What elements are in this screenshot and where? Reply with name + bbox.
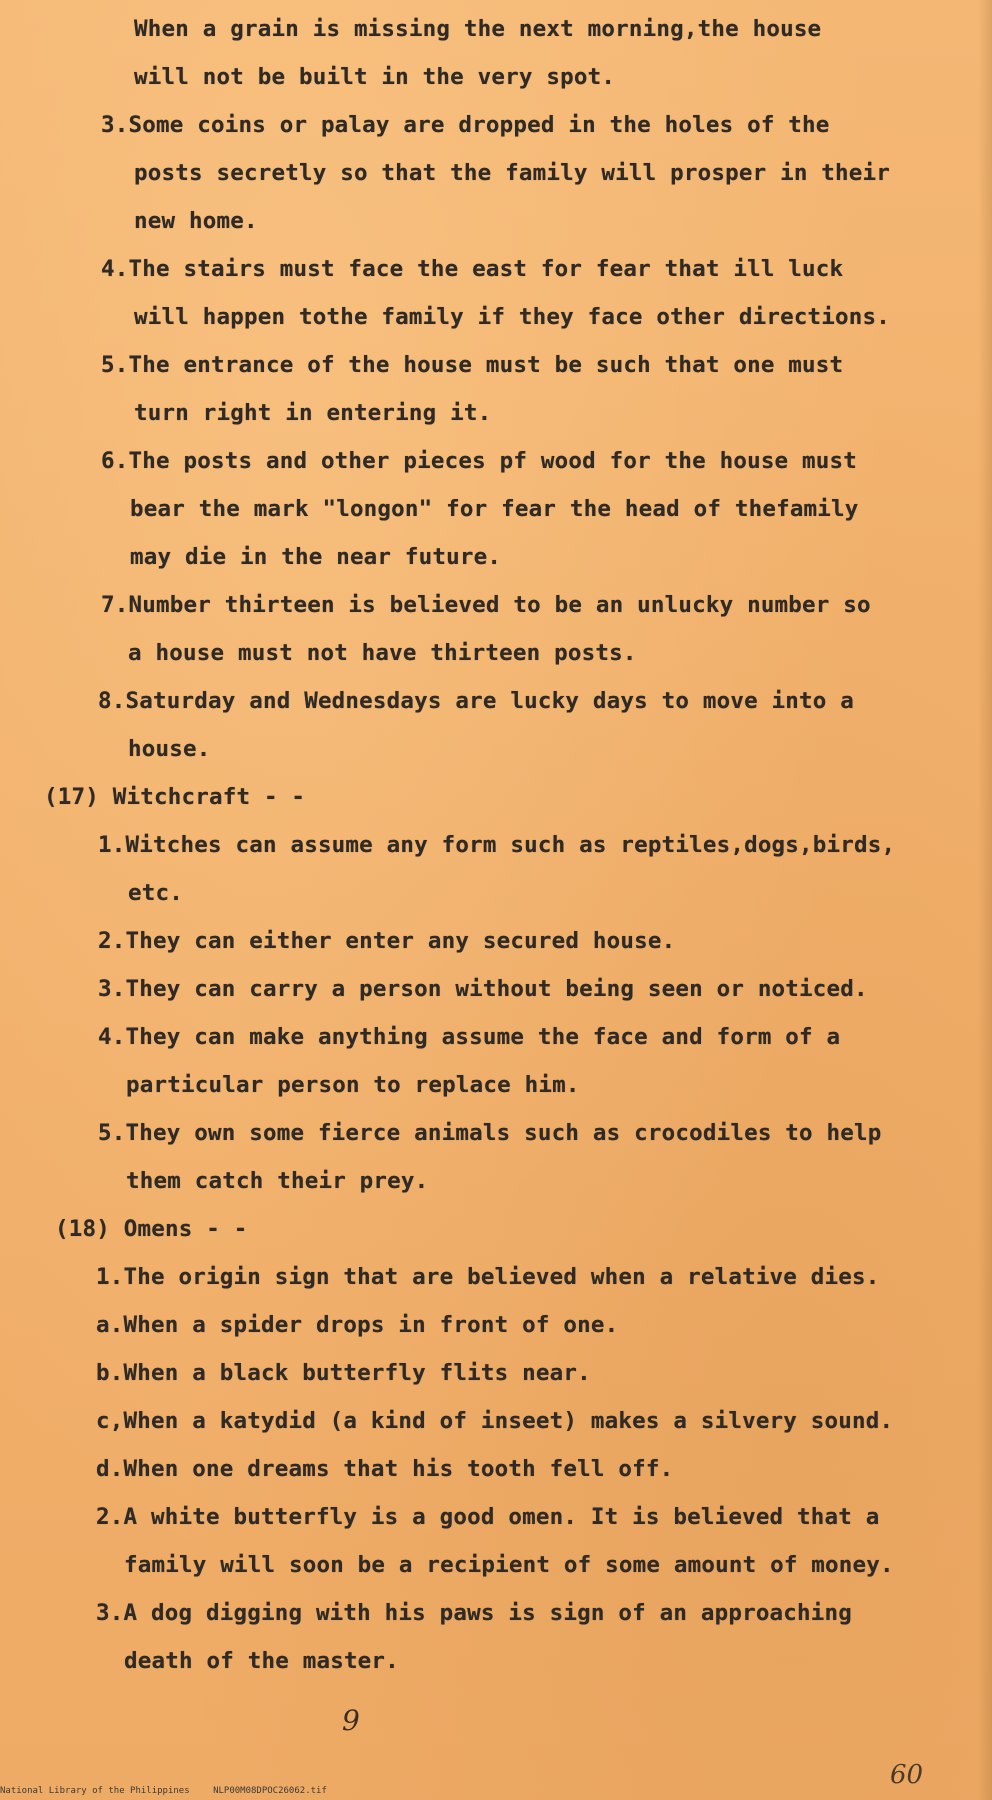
section-heading-witchcraft: (17) Witchcraft - - — [44, 784, 306, 810]
text-line: death of the master. — [124, 1648, 399, 1674]
text-line: house. — [128, 736, 211, 762]
footer-file: NLP00M08DPOC26062.tif — [213, 1786, 327, 1796]
text-line: 1.The origin sign that are believed when a relative dies. — [96, 1264, 880, 1290]
text-line: 4.The stairs must face the east for fear that ill luck — [101, 256, 844, 282]
text-line: 3.They can carry a person without being seen or noticed. — [98, 976, 868, 1002]
text-line: may die in the near future. — [130, 544, 502, 570]
text-line: etc. — [128, 880, 183, 906]
text-line: 2.They can either enter any secured house. — [98, 928, 676, 954]
text-line: 4.They can make anything assume the face and form of a — [98, 1024, 841, 1050]
handwritten-page-number: 60 — [890, 1760, 924, 1790]
page-number: 9 — [342, 1704, 360, 1737]
text-line: When a grain is missing the next morning,the house — [134, 16, 822, 42]
scan-footer — [0, 1786, 345, 1796]
text-line: d.When one dreams that his tooth fell off. — [96, 1456, 674, 1482]
text-line: bear the mark "longon" for fear the head of thefamily — [130, 496, 859, 522]
text-line: family will soon be a recipient of some amount of money. — [124, 1552, 894, 1578]
text-line: new home. — [134, 208, 258, 234]
text-line: 1.Witches can assume any form such as reptiles,dogs,birds, — [98, 832, 896, 858]
text-line: will not be built in the very spot. — [134, 64, 616, 90]
text-line: 3.A dog digging with his paws is sign of an approaching — [96, 1600, 853, 1626]
section-heading-omens: (18) Omens - - — [55, 1216, 248, 1242]
text-line: 3.Some coins or palay are dropped in the holes of the — [101, 112, 830, 138]
text-line: 8.Saturday and Wednesdays are lucky days to move into a — [98, 688, 855, 714]
text-line: turn right in entering it. — [134, 400, 492, 426]
text-line: a house must not have thirteen posts. — [128, 640, 637, 666]
text-line: 7.Number thirteen is believed to be an unlucky number so — [101, 592, 871, 618]
text-line: posts secretly so that the family will prosper in their — [134, 160, 891, 186]
text-line: 2.A white butterfly is a good omen. It is believed that a — [96, 1504, 880, 1530]
text-line: 6.The posts and other pieces pf wood for the house must — [101, 448, 858, 474]
text-line: b.When a black butterfly flits near. — [96, 1360, 591, 1386]
text-line: 5.They own some fierce animals such as crocodiles to help — [98, 1120, 882, 1146]
text-line: 5.The entrance of the house must be such that one must — [101, 352, 844, 378]
footer-library: National Library of the Philippines — [0, 1786, 190, 1796]
text-line: particular person to replace him. — [126, 1072, 580, 1098]
text-line: a.When a spider drops in front of one. — [96, 1312, 619, 1338]
text-line: c,When a katydid (a kind of inseet) makes a silvery sound. — [96, 1408, 894, 1434]
text-line: will happen tothe family if they face other directions. — [134, 304, 891, 330]
text-line: them catch their prey. — [126, 1168, 429, 1194]
page-edge-shadow — [978, 0, 992, 1800]
